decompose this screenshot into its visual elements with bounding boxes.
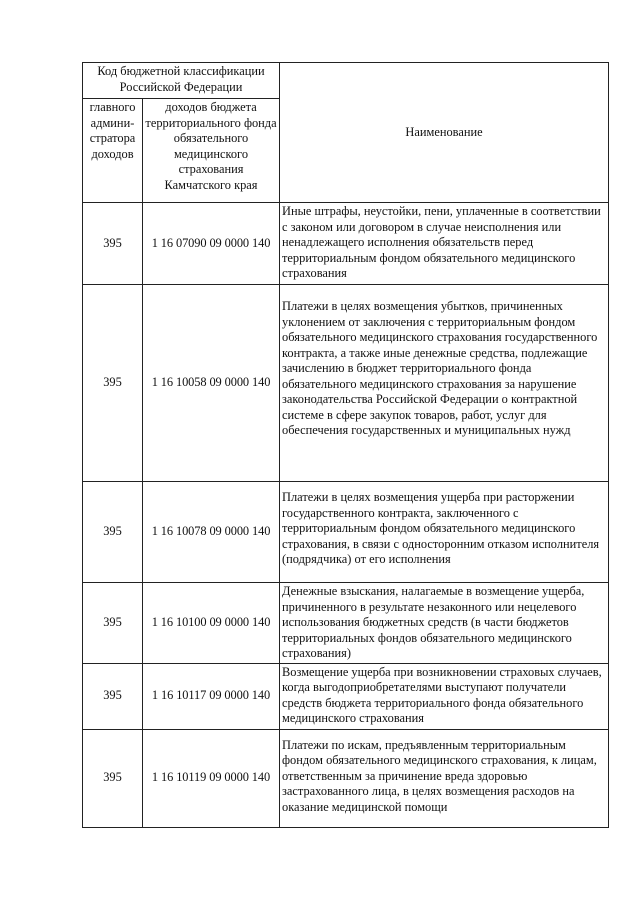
table-row bbox=[83, 482, 609, 583]
cell-name: Платежи по искам, предъявленным территориальным фондом обязательного медицинского страхования, к лицам, ответственным за причинение вреда здоровью застрахованного лица, в целях возмещения расходов на оказание медицинской помощи bbox=[280, 729, 609, 827]
header-group-label: Код бюджетной классификации Российской Федерации bbox=[83, 63, 280, 99]
budget-codes-table bbox=[82, 62, 609, 828]
table-row bbox=[83, 729, 609, 827]
cell-admin: 395 bbox=[83, 482, 143, 583]
cell-code: 1 16 10119 09 0000 140 bbox=[143, 729, 280, 827]
header-income: доходов бюджета территориального фонда обязательного медицинского страхования Камчатского края bbox=[143, 99, 280, 203]
table-row bbox=[83, 203, 609, 285]
cell-code: 1 16 10078 09 0000 140 bbox=[143, 482, 280, 583]
header-name: Наименование bbox=[280, 63, 609, 203]
cell-code: 1 16 07090 09 0000 140 bbox=[143, 203, 280, 285]
header-admin: главного админи-стратора доходов bbox=[83, 99, 143, 203]
cell-admin: 395 bbox=[83, 729, 143, 827]
cell-code: 1 16 10058 09 0000 140 bbox=[143, 285, 280, 482]
cell-name: Иные штрафы, неустойки, пени, уплаченные в соответствии с законом или договором в случае неисполнения или ненадлежащего исполнения обязательств перед территориальным фондом обязательного медицинского страхования bbox=[280, 203, 609, 285]
cell-name: Возмещение ущерба при возникновении страховых случаев, когда выгодоприобретателями выступают получатели средств бюджета территориального фонда обязательного медицинского страхования bbox=[280, 663, 609, 729]
table-row bbox=[83, 583, 609, 664]
cell-name: Денежные взыскания, налагаемые в возмещение ущерба, причиненного в результате незаконного или нецелевого использования бюджетных средств (в части бюджетов территориальных фондов обязательного медицинского страхования) bbox=[280, 583, 609, 664]
table-row bbox=[83, 663, 609, 729]
cell-admin: 395 bbox=[83, 583, 143, 664]
cell-name: Платежи в целях возмещения убытков, причиненных уклонением от заключения с территориальным фондом обязательного медицинского страхования государственного контракта, а также иные денежные средства, подлежащие зачислению в бюджет территориального фонда обязательного медицинского страхования за нарушение законодательства Российской Федерации о контрактной системе в сфере закупок товаров, работ, услуг для обеспечения государственных и муниципальных нужд bbox=[280, 285, 609, 482]
cell-name: Платежи в целях возмещения ущерба при расторжении государственного контракта, заключенного с территориальным фондом обязательного медицинского страхования, в связи с односторонним отказом исполнителя (подрядчика) от его исполнения bbox=[280, 482, 609, 583]
cell-code: 1 16 10117 09 0000 140 bbox=[143, 663, 280, 729]
cell-admin: 395 bbox=[83, 285, 143, 482]
cell-admin: 395 bbox=[83, 663, 143, 729]
cell-admin: 395 bbox=[83, 203, 143, 285]
table-row bbox=[83, 285, 609, 482]
cell-code: 1 16 10100 09 0000 140 bbox=[143, 583, 280, 664]
